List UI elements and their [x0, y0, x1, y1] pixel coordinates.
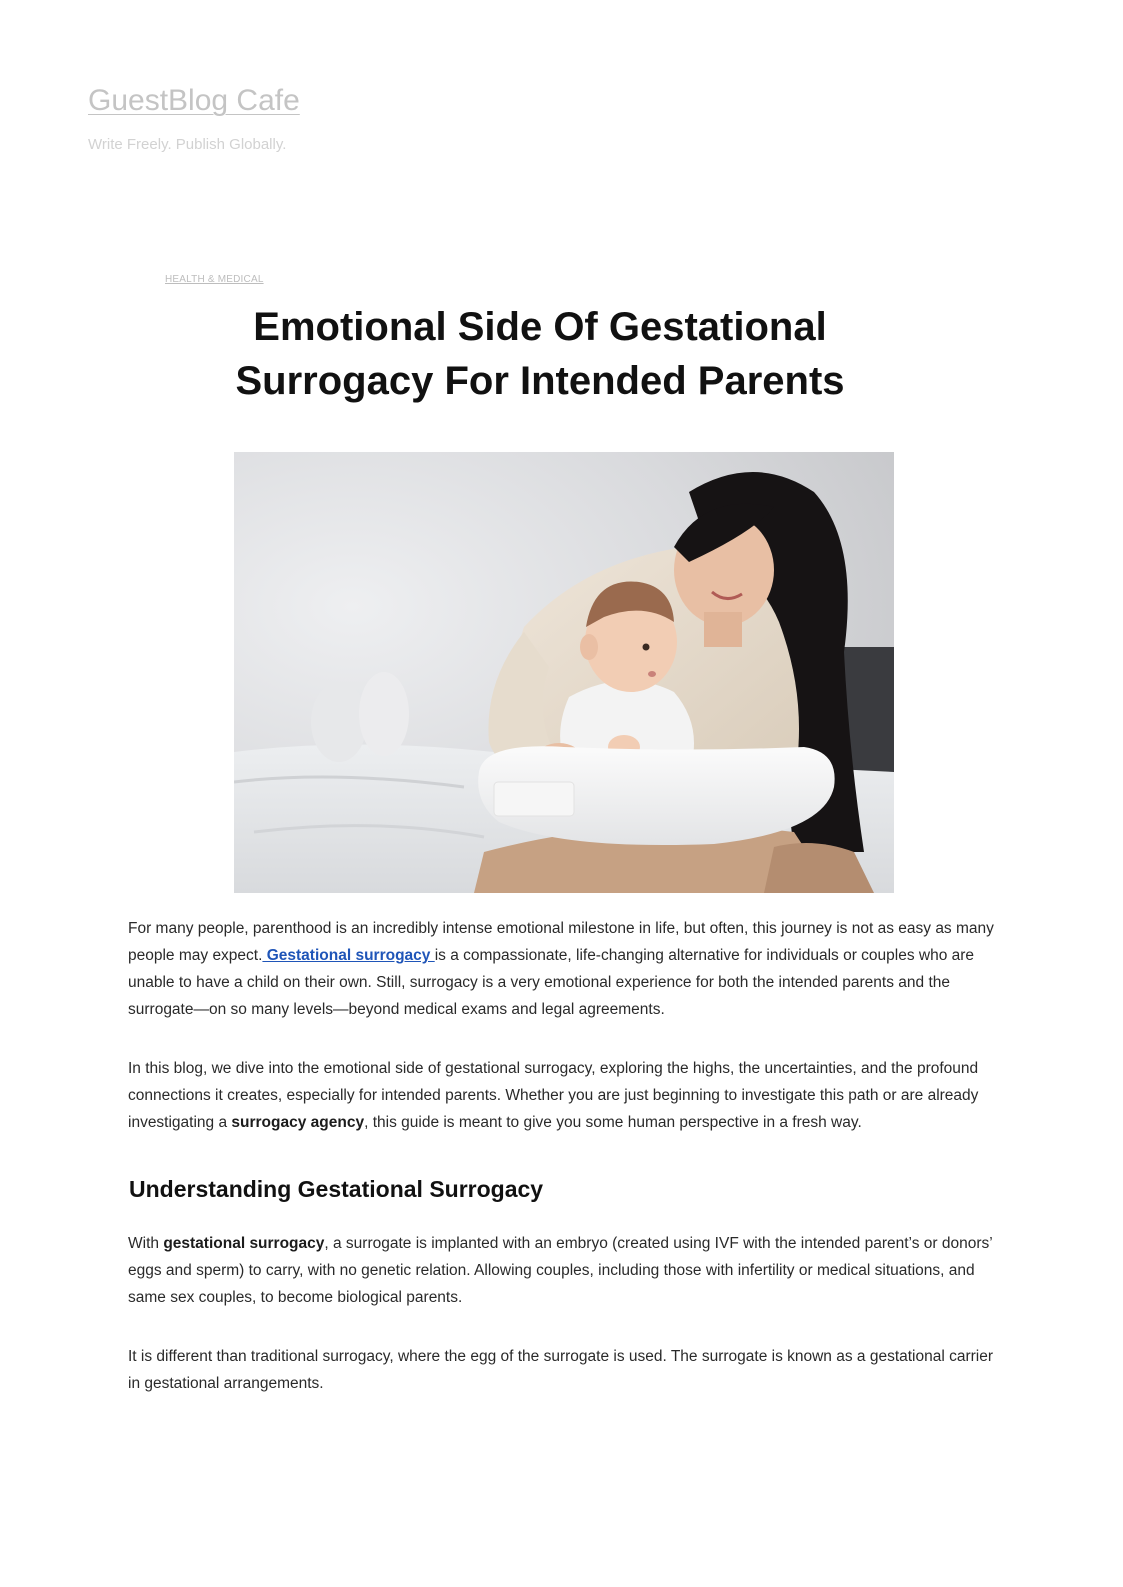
paragraph-difference: It is different than traditional surrogacy, where the egg of the surrogate is used. The surrogate is known as a gestational carrier in gestational arrangements. — [128, 1348, 994, 1392]
post-title: Emotional Side Of Gestational Surrogacy For Intended Parents — [235, 305, 845, 403]
hero-image — [234, 452, 894, 893]
paragraph-intro: For many people, parenthood is an incredibly intense emotional milestone in life, but often, this journey is not as easy as many people may expect. Gestational surrogacy is a compassionate, life-changing alternative for individuals or couples who are unable to have a child on their own. Still, surrogacy is a very emotional experience for both the intended parents and the surrogate—on so many levels—beyond medical exams and legal agreements. — [128, 920, 994, 1018]
hero-photo-illustration — [234, 452, 894, 893]
site-title-link[interactable]: GuestBlog Cafe — [88, 84, 300, 117]
gestational-surrogacy-link[interactable]: Gestational surrogacy — [262, 947, 435, 964]
site-tagline: Write Freely. Publish Globally. — [88, 136, 287, 153]
section-heading: Understanding Gestational Surrogacy — [129, 1176, 544, 1202]
category-link[interactable]: HEALTH & MEDICAL — [165, 274, 264, 285]
paragraph-blog-overview: In this blog, we dive into the emotional side of gestational surrogacy, exploring the highs, the uncertainties, and the profound connections it creates, especially for intended parents. Whether you are just beginning to investigate this path or are already investigating a surrogacy agency, this guide is meant to give you some human perspective in a fresh way. — [128, 1060, 979, 1131]
paragraph-definition: With gestational surrogacy, a surrogate is implanted with an embryo (created using IVF with the intended parent’s or donors’ eggs and sperm) to carry, with no genetic relation. Allowing couples, including those with infertility or medical situations, and same sex couples, to become biological parents. — [128, 1235, 993, 1306]
